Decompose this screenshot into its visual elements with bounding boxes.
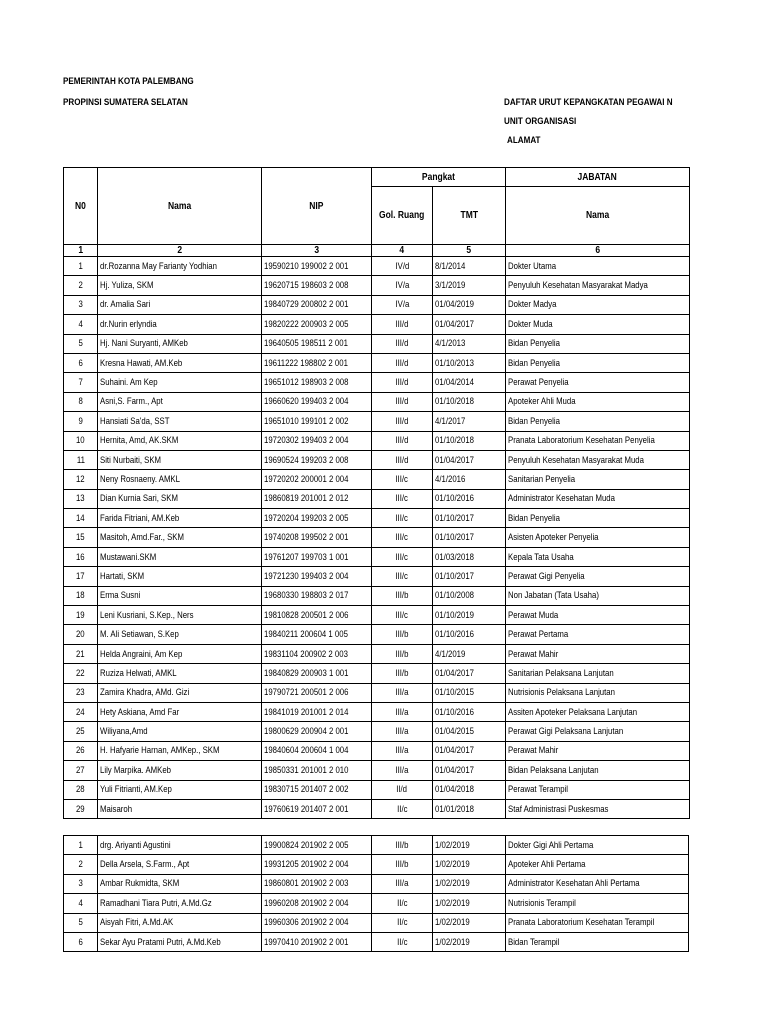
cell-jabatan: Dokter Muda	[506, 315, 690, 334]
cell-nama: Mustawani.SKM	[98, 547, 262, 566]
cell-nama: Yuli Fitrianti, AM.Kep	[98, 780, 262, 799]
cell-jabatan: Perawat Gigi Penyelia	[506, 567, 690, 586]
cell-tmt: 01/10/2015	[433, 683, 506, 702]
cell-no: 10	[64, 431, 98, 450]
cell-nama: Dian Kurnia Sari, SKM	[98, 489, 262, 508]
cell-nip: 19800629 200904 2 001	[262, 722, 372, 741]
cell-jabatan: Administrator Kesehatan Ahli Pertama	[506, 874, 689, 893]
cell-tmt: 01/10/2016	[433, 489, 506, 508]
cell-gol-ruang: III/d	[372, 431, 433, 450]
cell-no: 2	[64, 855, 98, 874]
cell-nip: 19850331 201001 2 010	[262, 761, 372, 780]
header-gol-ruang: Gol. Ruang	[372, 187, 433, 245]
cell-no: 4	[64, 894, 98, 913]
table-row	[64, 334, 690, 353]
table-row	[64, 799, 690, 818]
cell-gol-ruang: IV/a	[372, 276, 433, 295]
cell-nama: Helda Angraini, Am Kep	[98, 644, 262, 663]
table-row	[64, 295, 690, 314]
cell-tmt: 01/04/2014	[433, 373, 506, 392]
cell-nip: 19761207 199703 1 001	[262, 547, 372, 566]
unit-organisasi-label: UNIT ORGANISASI	[504, 116, 577, 127]
cell-nama: Ambar Rukmidta, SKM	[98, 874, 262, 893]
cell-tmt: 01/10/2016	[433, 625, 506, 644]
cell-nama: Masitoh, Amd.Far., SKM	[98, 528, 262, 547]
cell-nip: 19720202 200001 2 004	[262, 470, 372, 489]
header-jabatan: JABATAN	[506, 168, 690, 187]
cell-nama: Ramadhani Tiara Putri, A.Md.Gz	[98, 894, 262, 913]
cell-nip: 19740208 199502 2 001	[262, 528, 372, 547]
cell-gol-ruang: III/c	[372, 567, 433, 586]
cell-tmt: 01/04/2017	[433, 664, 506, 683]
cell-tmt: 01/10/2017	[433, 567, 506, 586]
cell-nip: 19620715 198603 2 008	[262, 276, 372, 295]
cell-no: 3	[64, 874, 98, 893]
cell-jabatan: Dokter Utama	[506, 257, 690, 276]
cell-no: 6	[64, 353, 98, 372]
table-row	[64, 392, 690, 411]
cell-no: 9	[64, 412, 98, 431]
cell-nip: 19720204 199203 2 005	[262, 509, 372, 528]
cell-no: 6	[64, 932, 98, 951]
cell-nip: 19931205 201902 2 004	[262, 855, 372, 874]
cell-nama: Leni Kusriani, S.Kep., Ners	[98, 606, 262, 625]
cell-gol-ruang: III/a	[372, 702, 433, 721]
cell-nama: Wiliyana,Amd	[98, 722, 262, 741]
cell-nip: 19611222 198802 2 001	[262, 353, 372, 372]
cell-gol-ruang: III/a	[372, 683, 433, 702]
cell-gol-ruang: II/c	[372, 894, 433, 913]
cell-no: 19	[64, 606, 98, 625]
cell-gol-ruang: III/d	[372, 353, 433, 372]
cell-jabatan: Apoteker Ahli Muda	[506, 392, 690, 411]
cell-tmt: 01/04/2019	[433, 295, 506, 314]
cell-jabatan: Kepala Tata Usaha	[506, 547, 690, 566]
cell-nip: 19721230 199403 2 004	[262, 567, 372, 586]
cell-tmt: 4/1/2016	[433, 470, 506, 489]
cell-nip: 19840829 200903 1 001	[262, 664, 372, 683]
cell-nama: H. Hafyarie Harnan, AMKep., SKM	[98, 741, 262, 760]
cell-no: 5	[64, 334, 98, 353]
cell-nip: 19960208 201902 2 004	[262, 894, 372, 913]
cell-no: 20	[64, 625, 98, 644]
column-number: 5	[433, 245, 506, 257]
cell-no: 12	[64, 470, 98, 489]
cell-gol-ruang: III/a	[372, 722, 433, 741]
cell-nama: Hartati, SKM	[98, 567, 262, 586]
cell-tmt: 1/02/2019	[433, 894, 506, 913]
table-row	[64, 528, 690, 547]
cell-nip: 19840604 200604 1 004	[262, 741, 372, 760]
cell-gol-ruang: III/c	[372, 528, 433, 547]
cell-gol-ruang: III/d	[372, 334, 433, 353]
cell-jabatan: Penyuluh Kesehatan Masyarakat Madya	[506, 276, 690, 295]
cell-tmt: 01/04/2017	[433, 761, 506, 780]
cell-gol-ruang: II/c	[372, 913, 433, 932]
cell-jabatan: Perawat Muda	[506, 606, 690, 625]
cell-nama: Hansiati Sa'da, SST	[98, 412, 262, 431]
cell-tmt: 01/04/2018	[433, 780, 506, 799]
cell-no: 5	[64, 913, 98, 932]
cell-jabatan: Bidan Penyelia	[506, 334, 690, 353]
cell-tmt: 8/1/2014	[433, 257, 506, 276]
cell-nama: dr.Nurin erlyndia	[98, 315, 262, 334]
cell-jabatan: Perawat Penyelia	[506, 373, 690, 392]
cell-nip: 19900824 201902 2 005	[262, 836, 372, 855]
cell-jabatan: Perawat Mahir	[506, 644, 690, 663]
cell-tmt: 1/02/2019	[433, 836, 506, 855]
cell-no: 2	[64, 276, 98, 295]
cell-jabatan: Nutrisionis Pelaksana Lanjutan	[506, 683, 690, 702]
cell-nama: dr. Amalia Sari	[98, 295, 262, 314]
cell-nip: 19660620 199403 2 004	[262, 392, 372, 411]
cell-tmt: 01/03/2018	[433, 547, 506, 566]
table-row	[64, 761, 690, 780]
cell-nip: 19651010 199101 2 002	[262, 412, 372, 431]
cell-gol-ruang: II/c	[372, 799, 433, 818]
cell-nama: Suhaini. Am Kep	[98, 373, 262, 392]
cell-nip: 19830715 201407 2 002	[262, 780, 372, 799]
cell-gol-ruang: III/c	[372, 547, 433, 566]
cell-tmt: 01/04/2017	[433, 741, 506, 760]
cell-tmt: 01/10/2018	[433, 392, 506, 411]
cell-nip: 19651012 198903 2 008	[262, 373, 372, 392]
cell-gol-ruang: III/a	[372, 741, 433, 760]
table-row	[64, 855, 689, 874]
cell-jabatan: Perawat Terampil	[506, 780, 690, 799]
cell-nama: drg. Ariyanti Agustini	[98, 836, 262, 855]
cell-nip: 19860819 201001 2 012	[262, 489, 372, 508]
cell-nip: 19841019 201001 2 014	[262, 702, 372, 721]
cell-nip: 19640505 198511 2 001	[262, 334, 372, 353]
cell-tmt: 3/1/2019	[433, 276, 506, 295]
cell-gol-ruang: III/b	[372, 836, 433, 855]
table-row	[64, 353, 690, 372]
cell-nama: Hj. Yuliza, SKM	[98, 276, 262, 295]
table-row	[64, 913, 689, 932]
cell-jabatan: Bidan Terampil	[506, 932, 689, 951]
table-row	[64, 664, 690, 683]
cell-nip: 19840729 200802 2 001	[262, 295, 372, 314]
cell-tmt: 01/04/2017	[433, 315, 506, 334]
cell-jabatan: Penyuluh Kesehatan Masyarakat Muda	[506, 450, 690, 469]
cell-tmt: 01/10/2019	[433, 606, 506, 625]
table-row	[64, 606, 690, 625]
cell-jabatan: Sanitarian Penyelia	[506, 470, 690, 489]
cell-nip: 19680330 198803 2 017	[262, 586, 372, 605]
table-row	[64, 470, 690, 489]
table-row	[64, 722, 690, 741]
cell-nip: 19760619 201407 2 001	[262, 799, 372, 818]
cell-tmt: 1/02/2019	[433, 874, 506, 893]
cell-nip: 19720302 199403 2 004	[262, 431, 372, 450]
cell-gol-ruang: IV/a	[372, 295, 433, 314]
cell-nama: Lily Marpika. AMKeb	[98, 761, 262, 780]
header-tmt: TMT	[433, 187, 506, 245]
cell-no: 4	[64, 315, 98, 334]
table-row	[64, 315, 690, 334]
table-row	[64, 509, 690, 528]
cell-no: 23	[64, 683, 98, 702]
table-row	[64, 412, 690, 431]
column-number: 2	[98, 245, 262, 257]
cell-nama: Asni,S. Farm., Apt	[98, 392, 262, 411]
cell-no: 25	[64, 722, 98, 741]
cell-nama: Hernita, Amd, AK.SKM	[98, 431, 262, 450]
cell-nip: 19970410 201902 2 001	[262, 932, 372, 951]
header-jabatan-nama: Nama	[506, 187, 690, 245]
cell-gol-ruang: III/b	[372, 664, 433, 683]
column-number: 6	[506, 245, 690, 257]
cell-nip: 19831104 200902 2 003	[262, 644, 372, 663]
cell-jabatan: Dokter Gigi Ahli Pertama	[506, 836, 689, 855]
cell-no: 8	[64, 392, 98, 411]
cell-tmt: 01/10/2016	[433, 702, 506, 721]
cell-nip: 19860801 201902 2 003	[262, 874, 372, 893]
column-number: 3	[262, 245, 372, 257]
table-row	[64, 644, 690, 663]
cell-gol-ruang: IV/d	[372, 257, 433, 276]
alamat-label: ALAMAT	[507, 135, 541, 146]
cell-nama: dr.Rozanna May Farianty Yodhian	[98, 257, 262, 276]
table-row	[64, 932, 689, 951]
table-row	[64, 567, 690, 586]
cell-nama: Zamira Khadra, AMd. Gizi	[98, 683, 262, 702]
cell-tmt: 01/01/2018	[433, 799, 506, 818]
cell-no: 13	[64, 489, 98, 508]
cell-no: 29	[64, 799, 98, 818]
cell-no: 1	[64, 257, 98, 276]
cell-jabatan: Bidan Penyelia	[506, 353, 690, 372]
cell-no: 21	[64, 644, 98, 663]
cell-tmt: 4/1/2017	[433, 412, 506, 431]
cell-nama: Hety Askiana, Amd Far	[98, 702, 262, 721]
header-line-1: PEMERINTAH KOTA PALEMBANG	[63, 76, 194, 87]
header-pangkat: Pangkat	[372, 168, 506, 187]
cell-gol-ruang: III/a	[372, 874, 433, 893]
cell-nama: Della Arsela, S.Farm., Apt	[98, 855, 262, 874]
cell-gol-ruang: III/b	[372, 855, 433, 874]
table-row	[64, 450, 690, 469]
cell-tmt: 01/10/2008	[433, 586, 506, 605]
cell-gol-ruang: II/c	[372, 932, 433, 951]
table-row	[64, 586, 690, 605]
cell-nip: 19820222 200903 2 005	[262, 315, 372, 334]
cell-tmt: 1/02/2019	[433, 913, 506, 932]
table-row	[64, 489, 690, 508]
header-nama: Nama	[98, 168, 262, 245]
cell-nip: 19590210 199002 2 001	[262, 257, 372, 276]
cell-no: 28	[64, 780, 98, 799]
cell-tmt: 01/04/2015	[433, 722, 506, 741]
cell-jabatan: Bidan Pelaksana Lanjutan	[506, 761, 690, 780]
cell-no: 18	[64, 586, 98, 605]
column-number: 1	[64, 245, 98, 257]
cell-gol-ruang: III/a	[372, 761, 433, 780]
cell-jabatan: Apoteker Ahli Pertama	[506, 855, 689, 874]
cell-tmt: 01/04/2017	[433, 450, 506, 469]
cell-gol-ruang: III/c	[372, 489, 433, 508]
cell-nama: Kresna Hawati, AM.Keb	[98, 353, 262, 372]
cell-no: 24	[64, 702, 98, 721]
table-row	[64, 874, 689, 893]
cell-tmt: 01/10/2017	[433, 528, 506, 547]
new-employee-table	[63, 835, 689, 952]
cell-tmt: 4/1/2019	[433, 644, 506, 663]
cell-nip: 19690524 199203 2 008	[262, 450, 372, 469]
cell-tmt: 4/1/2013	[433, 334, 506, 353]
cell-jabatan: Pranata Laboratorium Kesehatan Terampil	[506, 913, 689, 932]
table-row	[64, 431, 690, 450]
cell-no: 17	[64, 567, 98, 586]
cell-jabatan: Perawat Mahir	[506, 741, 690, 760]
cell-jabatan: Dokter Madya	[506, 295, 690, 314]
header-nip: NIP	[262, 168, 372, 245]
cell-nama: Aisyah Fitri, A.Md.AK	[98, 913, 262, 932]
cell-no: 26	[64, 741, 98, 760]
table-row	[64, 547, 690, 566]
table-row	[64, 836, 689, 855]
cell-tmt: 1/02/2019	[433, 855, 506, 874]
cell-gol-ruang: III/c	[372, 509, 433, 528]
cell-nama: Neny Rosnaeny. AMKL	[98, 470, 262, 489]
cell-nip: 19960306 201902 2 004	[262, 913, 372, 932]
table-row	[64, 741, 690, 760]
cell-gol-ruang: III/c	[372, 470, 433, 489]
cell-no: 22	[64, 664, 98, 683]
cell-nip: 19790721 200501 2 006	[262, 683, 372, 702]
cell-gol-ruang: III/b	[372, 644, 433, 663]
cell-jabatan: Perawat Gigi Pelaksana Lanjutan	[506, 722, 690, 741]
cell-jabatan: Perawat Pertama	[506, 625, 690, 644]
cell-tmt: 01/10/2013	[433, 353, 506, 372]
cell-no: 16	[64, 547, 98, 566]
cell-gol-ruang: III/d	[372, 315, 433, 334]
cell-jabatan: Staf Administrasi Puskesmas	[506, 799, 690, 818]
cell-jabatan: Nutrisionis Terampil	[506, 894, 689, 913]
table-row	[64, 276, 690, 295]
table-row	[64, 780, 690, 799]
table-row	[64, 702, 690, 721]
cell-gol-ruang: II/d	[372, 780, 433, 799]
cell-nip: 19810828 200501 2 006	[262, 606, 372, 625]
table-row	[64, 894, 689, 913]
cell-tmt: 1/02/2019	[433, 932, 506, 951]
employee-table	[63, 167, 690, 819]
header-no: N0	[64, 168, 98, 245]
header-line-2: PROPINSI SUMATERA SELATAN	[63, 97, 188, 108]
column-number: 4	[372, 245, 433, 257]
cell-no: 7	[64, 373, 98, 392]
table-row	[64, 625, 690, 644]
cell-tmt: 01/10/2018	[433, 431, 506, 450]
cell-nama: M. Ali Setiawan, S.Kep	[98, 625, 262, 644]
cell-jabatan: Bidan Penyelia	[506, 412, 690, 431]
cell-gol-ruang: III/b	[372, 586, 433, 605]
cell-nip: 19840211 200604 1 005	[262, 625, 372, 644]
cell-gol-ruang: III/d	[372, 450, 433, 469]
cell-jabatan: Asisten Apoteker Penyelia	[506, 528, 690, 547]
table-row	[64, 257, 690, 276]
table-row	[64, 683, 690, 702]
cell-gol-ruang: III/d	[372, 412, 433, 431]
cell-no: 1	[64, 836, 98, 855]
cell-nama: Farida Fitriani, AM.Keb	[98, 509, 262, 528]
cell-nama: Ruziza Helwati, AMKL	[98, 664, 262, 683]
cell-gol-ruang: III/c	[372, 606, 433, 625]
cell-tmt: 01/10/2017	[433, 509, 506, 528]
table-row	[64, 373, 690, 392]
cell-gol-ruang: III/b	[372, 625, 433, 644]
cell-no: 3	[64, 295, 98, 314]
cell-no: 14	[64, 509, 98, 528]
cell-gol-ruang: III/d	[372, 373, 433, 392]
cell-nama: Sekar Ayu Pratami Putri, A.Md.Keb	[98, 932, 262, 951]
cell-nama: Siti Nurbaiti, SKM	[98, 450, 262, 469]
report-title: DAFTAR URUT KEPANGKATAN PEGAWAI N	[504, 97, 673, 108]
cell-nama: Hj. Nani Suryanti, AMKeb	[98, 334, 262, 353]
cell-jabatan: Sanitarian Pelaksana Lanjutan	[506, 664, 690, 683]
cell-gol-ruang: III/d	[372, 392, 433, 411]
cell-no: 27	[64, 761, 98, 780]
cell-nama: Maisaroh	[98, 799, 262, 818]
cell-no: 15	[64, 528, 98, 547]
cell-jabatan: Administrator Kesehatan Muda	[506, 489, 690, 508]
cell-no: 11	[64, 450, 98, 469]
cell-jabatan: Bidan Penyelia	[506, 509, 690, 528]
cell-nama: Erma Susni	[98, 586, 262, 605]
cell-jabatan: Pranata Laboratorium Kesehatan Penyelia	[506, 431, 690, 450]
cell-jabatan: Assiten Apoteker Pelaksana Lanjutan	[506, 702, 690, 721]
cell-jabatan: Non Jabatan (Tata Usaha)	[506, 586, 690, 605]
